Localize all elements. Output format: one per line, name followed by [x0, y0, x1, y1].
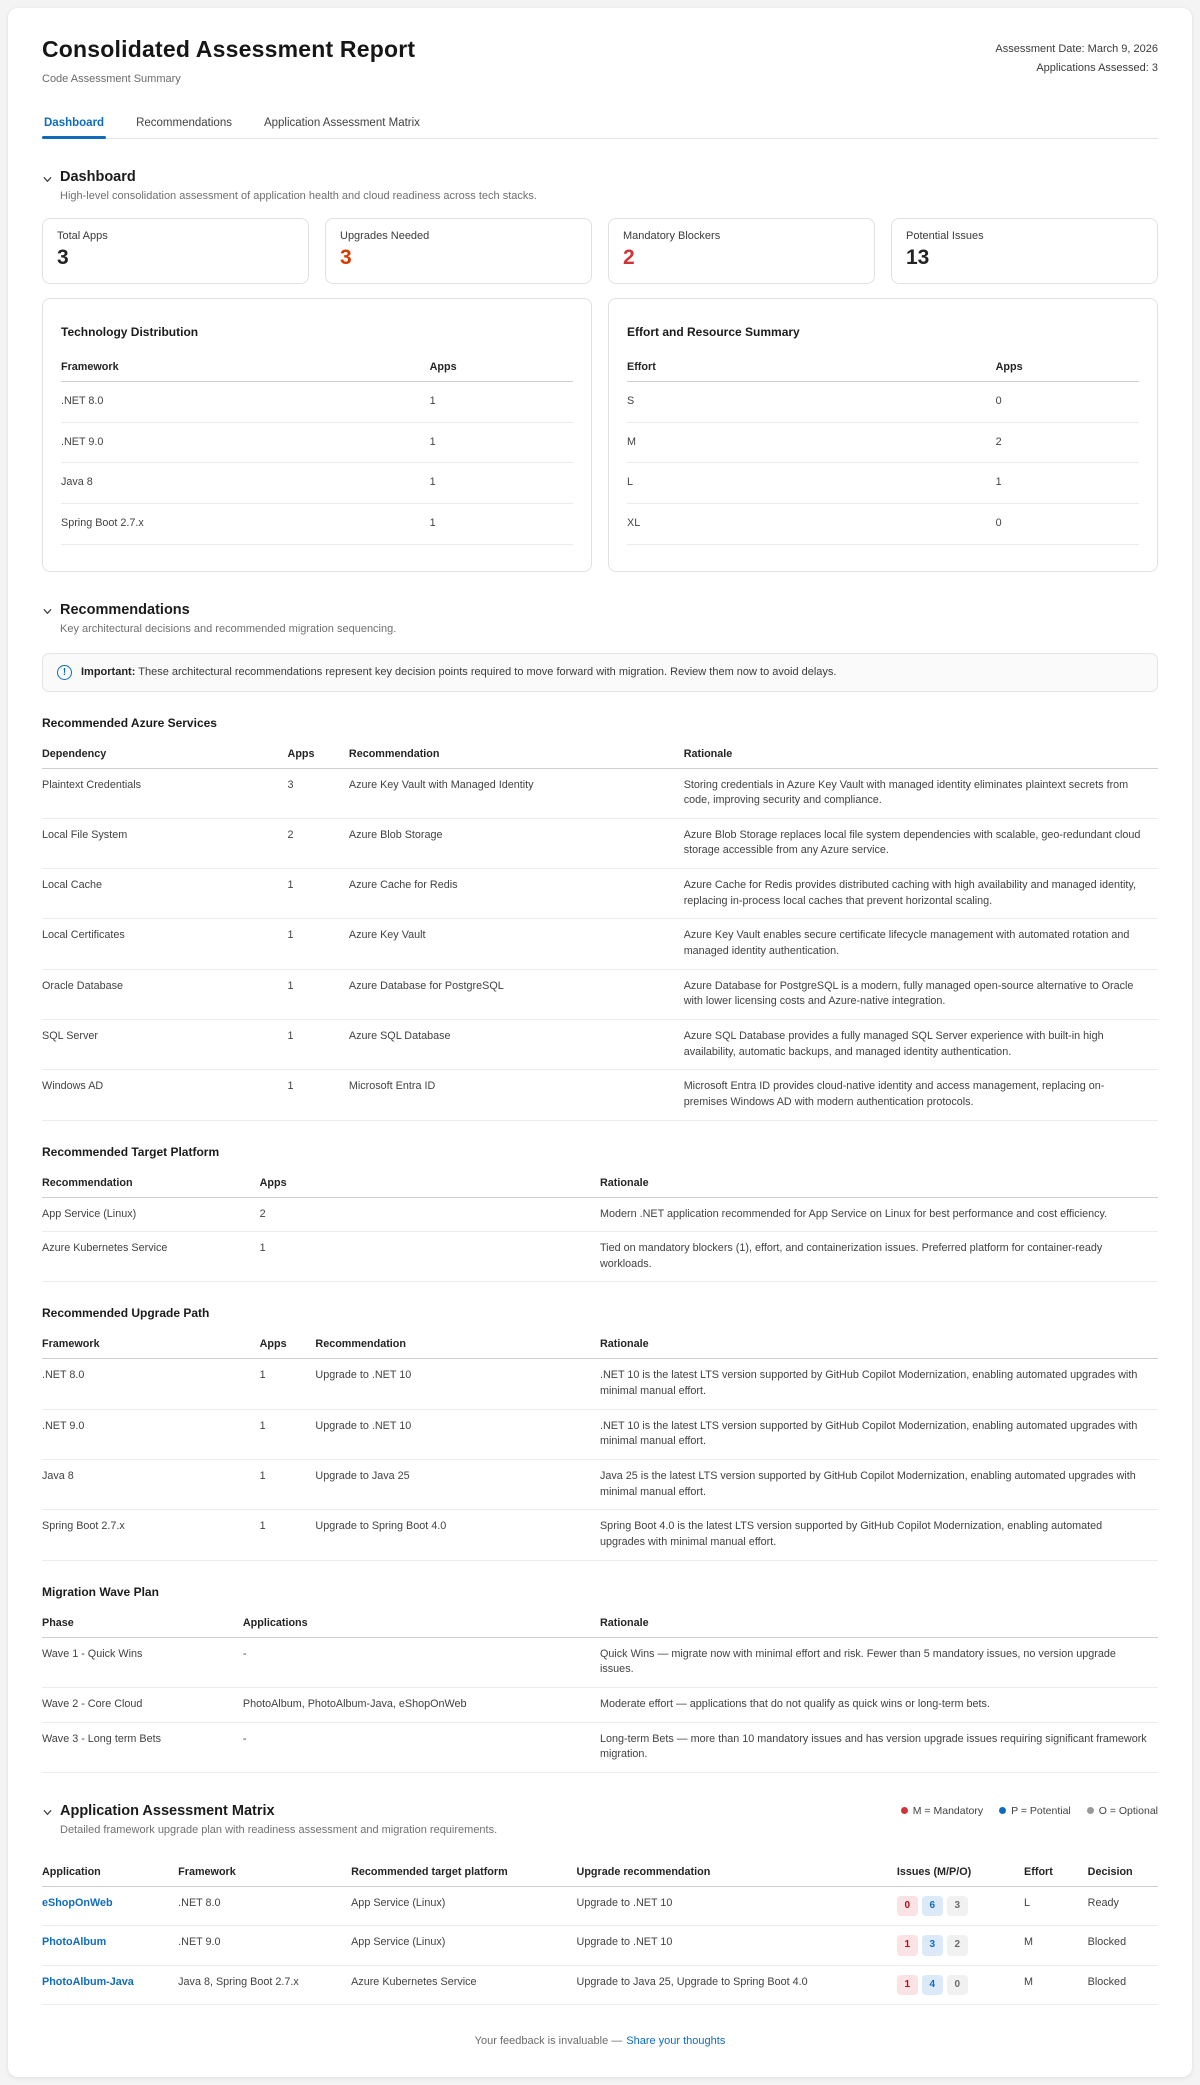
stat-card-upgrades-needed: [325, 218, 592, 284]
column-header: Effort: [1024, 1858, 1088, 1887]
table-row: [42, 1965, 1158, 2005]
mandatory-count-badge: 1: [897, 1975, 918, 1996]
recommendations-heading: Recommendations: [60, 601, 190, 618]
framework-cell: Spring Boot 2.7.x: [61, 503, 430, 544]
stat-card-mandatory-blockers: [608, 218, 875, 284]
table-row: [627, 463, 1139, 504]
effort-cell: M: [1024, 1965, 1088, 2005]
azure-services-title: Recommended Azure Services: [42, 715, 217, 730]
effort-cell: M: [627, 422, 996, 463]
legend-mandatory: [901, 1805, 983, 1817]
rationale-cell: Moderate effort — applications that do not qualify as quick wins or long-term bets.: [600, 1687, 1158, 1722]
rationale-cell: Azure SQL Database provides a fully managed SQL Server experience with built-in high availability, automatic backups, and managed identity authentication.: [684, 1019, 1158, 1069]
table-row: [61, 503, 573, 544]
phase-cell: Wave 3 - Long term Bets: [42, 1722, 243, 1772]
decision-cell: Blocked: [1088, 1965, 1158, 2005]
potential-count-badge: 4: [922, 1975, 943, 1996]
tab-dashboard[interactable]: Dashboard: [42, 109, 106, 138]
technology-distribution-panel: [42, 298, 592, 572]
effort-cell: XL: [627, 503, 996, 544]
stat-value: 2: [623, 246, 635, 269]
column-header: Phase: [42, 1609, 243, 1638]
table-row: [42, 1687, 1158, 1722]
framework-cell: .NET 9.0: [61, 422, 430, 463]
apps-cell: 1: [430, 422, 573, 463]
rationale-cell: Azure Cache for Redis provides distributed caching with high availability and managed identity, replacing in-process local caches that prevent horizontal scaling.: [684, 869, 1158, 919]
column-header: Dependency: [42, 740, 288, 769]
banner-message: These architectural recommendations represent key decision points required to move forward with migration. Review them now to avoid delays.: [138, 666, 837, 679]
issues-cell: [897, 1926, 1024, 1966]
panel-title: Technology Distribution: [61, 325, 199, 339]
rationale-cell: Azure Database for PostgreSQL is a modern, fully managed open-source alternative to Oracle with lower licensing costs and Azure-native integration.: [684, 969, 1158, 1019]
important-banner: [42, 653, 1158, 692]
column-header: Apps: [260, 1330, 316, 1359]
panel-title: Effort and Resource Summary: [627, 325, 800, 339]
rationale-cell: Azure Blob Storage replaces local file system dependencies with scalable, geo-redundant cloud storage accessible from any Azure service.: [684, 818, 1158, 868]
tab-recommendations[interactable]: Recommendations: [136, 117, 232, 129]
column-header: Apps: [430, 353, 573, 382]
table-row: [627, 422, 1139, 463]
upgrade-cell: Upgrade to Java 25, Upgrade to Spring Boot 4.0: [577, 1965, 897, 2005]
stat-label: Mandatory Blockers: [623, 230, 721, 242]
table-row: [42, 969, 1158, 1019]
recommendation-cell: Upgrade to .NET 10: [315, 1359, 600, 1409]
rationale-cell: Azure Key Vault enables secure certificate lifecycle management with automated rotation and managed identity authentication.: [684, 919, 1158, 969]
effort-cell: L: [1024, 1886, 1088, 1926]
stat-card-potential-issues: [891, 218, 1158, 284]
apps-cell: 1: [288, 869, 349, 919]
wave-plan-table: [42, 1609, 1158, 1773]
dependency-cell: Local Cache: [42, 869, 288, 919]
tab-application-assessment-matrix[interactable]: Application Assessment Matrix: [263, 117, 420, 129]
dependency-cell: Windows AD: [42, 1070, 288, 1120]
table-row: [42, 1722, 1158, 1772]
recommendation-cell: Microsoft Entra ID: [349, 1070, 684, 1120]
framework-cell: .NET 8.0: [178, 1886, 351, 1926]
chevron-down-icon[interactable]: [42, 606, 53, 617]
platform-cell: App Service (Linux): [351, 1926, 576, 1966]
dashboard-heading: Dashboard: [60, 169, 136, 185]
phase-cell: Wave 2 - Core Cloud: [42, 1687, 243, 1722]
recommendation-cell: Azure Cache for Redis: [349, 869, 684, 919]
stat-label: Potential Issues: [906, 230, 984, 242]
recommendation-cell: Upgrade to Java 25: [315, 1460, 600, 1510]
optional-count-badge: 0: [947, 1975, 968, 1996]
applications-assessed: Applications Assessed: 3: [1036, 61, 1158, 74]
stat-card-total-apps: [42, 218, 309, 284]
apps-cell: 1: [430, 503, 573, 544]
framework-cell: .NET 8.0: [61, 382, 430, 423]
rationale-cell: Tied on mandatory blockers (1), effort, and containerization issues. Preferred platform for container-ready workloads.: [600, 1232, 1158, 1282]
mandatory-dot-icon: [901, 1807, 908, 1814]
report-header: [42, 36, 1158, 85]
assessment-matrix-table: [42, 1858, 1158, 2006]
apps-cell: 2: [288, 818, 349, 868]
table-row: [42, 1359, 1158, 1409]
table-row: [61, 382, 573, 423]
upgrade-path-title: Recommended Upgrade Path: [42, 1306, 210, 1321]
wave-plan-title: Migration Wave Plan: [42, 1584, 159, 1599]
apps-cell: 1: [996, 463, 1139, 504]
column-header: Recommendation: [315, 1330, 600, 1359]
issues-cell: [897, 1965, 1024, 2005]
table-row: [42, 1926, 1158, 1966]
apps-cell: 1: [260, 1510, 316, 1560]
stat-value: 3: [57, 246, 69, 269]
effort-cell: M: [1024, 1926, 1088, 1966]
table-row: [627, 503, 1139, 544]
recommendation-cell: Azure Key Vault with Managed Identity: [349, 768, 684, 818]
info-icon: [57, 665, 72, 680]
apps-cell: 1: [288, 1070, 349, 1120]
table-row: [61, 463, 573, 504]
apps-cell: 0: [996, 382, 1139, 423]
apps-cell: 1: [260, 1232, 600, 1282]
issues-cell: [897, 1886, 1024, 1926]
mandatory-count-badge: 0: [897, 1896, 918, 1917]
rationale-cell: Java 25 is the latest LTS version supported by GitHub Copilot Modernization, enabling automated upgrades with minimal manual effort.: [600, 1460, 1158, 1510]
effort-cell: L: [627, 463, 996, 504]
rationale-cell: .NET 10 is the latest LTS version supported by GitHub Copilot Modernization, enabling automated upgrades with minimal manual effort.: [600, 1409, 1158, 1459]
column-header: Rationale: [600, 1609, 1158, 1638]
apps-cell: 3: [288, 768, 349, 818]
column-header: Recommendation: [42, 1169, 260, 1198]
column-header: Rationale: [600, 1169, 1158, 1198]
framework-cell: .NET 9.0: [178, 1926, 351, 1966]
table-row: [42, 1232, 1158, 1282]
apps-cell: 1: [430, 463, 573, 504]
banner-text: [81, 666, 836, 678]
feedback-text: Your feedback is invaluable —: [474, 2035, 623, 2048]
recommendation-cell: Upgrade to Spring Boot 4.0: [315, 1510, 600, 1560]
column-header: Rationale: [600, 1330, 1158, 1359]
dependency-cell: Plaintext Credentials: [42, 768, 288, 818]
table-row: [42, 1070, 1158, 1120]
page-subtitle: Code Assessment Summary: [42, 73, 181, 85]
dependency-cell: Local Certificates: [42, 919, 288, 969]
platform-cell: App Service (Linux): [351, 1886, 576, 1926]
table-row: [42, 1197, 1158, 1232]
phase-cell: Wave 1 - Quick Wins: [42, 1637, 243, 1687]
application-link[interactable]: PhotoAlbum: [42, 1936, 107, 1949]
feedback-footer: [42, 2035, 1158, 2047]
table-row: [42, 768, 1158, 818]
recommendations-description: Key architectural decisions and recommended migration sequencing.: [60, 622, 397, 635]
dashboard-section: [42, 169, 1158, 572]
recommendation-cell: Upgrade to .NET 10: [315, 1409, 600, 1459]
upgrade-cell: Upgrade to .NET 10: [577, 1886, 897, 1926]
legend-label: O = Optional: [1098, 1804, 1158, 1817]
column-header: Apps: [996, 353, 1139, 382]
page-title: Consolidated Assessment Report: [42, 36, 416, 62]
table-row: [42, 869, 1158, 919]
dependency-cell: Oracle Database: [42, 969, 288, 1019]
applications-cell: -: [243, 1637, 600, 1687]
recommendation-cell: App Service (Linux): [42, 1197, 260, 1232]
summary-panels: [42, 298, 1158, 572]
apps-cell: 1: [260, 1409, 316, 1459]
recommendation-cell: Azure Kubernetes Service: [42, 1232, 260, 1282]
rationale-cell: Storing credentials in Azure Key Vault with managed identity eliminates plaintext secrets from code, improving security and compliance.: [684, 768, 1158, 818]
decision-cell: Blocked: [1088, 1926, 1158, 1966]
column-header: Applications: [243, 1609, 600, 1638]
column-header: Framework: [61, 353, 430, 382]
legend-label: M = Mandatory: [912, 1804, 984, 1817]
recommendation-cell: Azure Database for PostgreSQL: [349, 969, 684, 1019]
rationale-cell: Long-term Bets — more than 10 mandatory issues and has version upgrade issues requiring significant framework migration.: [600, 1722, 1158, 1772]
recommendation-cell: Azure Blob Storage: [349, 818, 684, 868]
header-meta: [995, 36, 1158, 77]
column-header: Recommended target platform: [351, 1858, 576, 1887]
column-header: Apps: [288, 740, 349, 769]
table-row: [627, 382, 1139, 423]
optional-dot-icon: [1087, 1807, 1094, 1814]
tab-bar: [42, 109, 1158, 139]
column-header: Upgrade recommendation: [577, 1858, 897, 1887]
rationale-cell: Microsoft Entra ID provides cloud-native identity and access management, replacing on-premises Windows AD with modern authentication protocols.: [684, 1070, 1158, 1120]
recommendations-section: [42, 602, 1158, 1773]
mandatory-count-badge: 1: [897, 1935, 918, 1956]
table-row: [42, 1409, 1158, 1459]
column-header: Application: [42, 1858, 178, 1887]
share-thoughts-link[interactable]: Share your thoughts: [626, 2035, 726, 2048]
stat-label: Total Apps: [57, 230, 108, 242]
upgrade-path-table: [42, 1330, 1158, 1560]
stat-cards: [42, 218, 1158, 284]
dependency-cell: SQL Server: [42, 1019, 288, 1069]
table-row: [42, 1886, 1158, 1926]
stat-label: Upgrades Needed: [340, 230, 430, 242]
legend-label: P = Potential: [1011, 1804, 1071, 1817]
apps-cell: 1: [288, 969, 349, 1019]
effort-cell: S: [627, 382, 996, 423]
apps-cell: 1: [288, 919, 349, 969]
legend-potential: [999, 1805, 1071, 1817]
chevron-down-icon[interactable]: [42, 174, 53, 185]
stat-value: 13: [906, 246, 930, 269]
potential-dot-icon: [999, 1807, 1006, 1814]
column-header: Framework: [42, 1330, 260, 1359]
rationale-cell: .NET 10 is the latest LTS version supported by GitHub Copilot Modernization, enabling automated upgrades with minimal manual effort.: [600, 1359, 1158, 1409]
column-header: Effort: [627, 353, 996, 382]
optional-count-badge: 3: [947, 1896, 968, 1917]
dashboard-description: High-level consolidation assessment of application health and cloud readiness across tech stacks.: [60, 190, 537, 202]
table-row: [42, 818, 1158, 868]
title-block: [42, 36, 415, 85]
issues-legend: [901, 1805, 1158, 1817]
matrix-section: [42, 1803, 1158, 2006]
table-row: [42, 1637, 1158, 1687]
decision-cell: Ready: [1088, 1886, 1158, 1926]
framework-cell: Java 8, Spring Boot 2.7.x: [178, 1965, 351, 2005]
banner-label: Important:: [81, 666, 136, 679]
application-link[interactable]: PhotoAlbum-Java: [42, 1975, 134, 1988]
framework-cell: Java 8: [42, 1460, 260, 1510]
apps-cell: 1: [288, 1019, 349, 1069]
target-platform-table: [42, 1169, 1158, 1283]
azure-services-table: [42, 740, 1158, 1121]
table-row: [42, 919, 1158, 969]
assessment-date: Assessment Date: March 9, 2026: [995, 43, 1158, 55]
apps-cell: 1: [430, 382, 573, 423]
optional-count-badge: 2: [947, 1935, 968, 1956]
table-row: [42, 1019, 1158, 1069]
apps-cell: 1: [260, 1359, 316, 1409]
legend-optional: [1087, 1805, 1158, 1817]
column-header: Issues (M/P/O): [897, 1858, 1024, 1887]
platform-cell: Azure Kubernetes Service: [351, 1965, 576, 2005]
framework-cell: Spring Boot 2.7.x: [42, 1510, 260, 1560]
stat-value: 3: [340, 246, 352, 269]
potential-count-badge: 3: [922, 1935, 943, 1956]
target-platform-title: Recommended Target Platform: [42, 1144, 220, 1159]
chevron-down-icon[interactable]: [42, 1807, 53, 1818]
column-header: Apps: [260, 1169, 600, 1198]
applications-cell: -: [243, 1722, 600, 1772]
rationale-cell: Quick Wins — migrate now with minimal effort and risk. Fewer than 5 mandatory issues, no version upgrade issues.: [600, 1637, 1158, 1687]
dependency-cell: Local File System: [42, 818, 288, 868]
upgrade-cell: Upgrade to .NET 10: [577, 1926, 897, 1966]
rationale-cell: Modern .NET application recommended for App Service on Linux for best performance and cost efficiency.: [600, 1197, 1158, 1232]
column-header: Rationale: [684, 740, 1158, 769]
table-row: [61, 422, 573, 463]
effort-summary-table: [627, 353, 1139, 545]
apps-cell: 2: [260, 1197, 600, 1232]
effort-summary-panel: [608, 298, 1158, 572]
recommendation-cell: Azure SQL Database: [349, 1019, 684, 1069]
rationale-cell: Spring Boot 4.0 is the latest LTS version supported by GitHub Copilot Modernization, enabling automated upgrades with minimal manual effort.: [600, 1510, 1158, 1560]
framework-cell: Java 8: [61, 463, 430, 504]
framework-cell: .NET 9.0: [42, 1409, 260, 1459]
application-link[interactable]: eShopOnWeb: [42, 1896, 113, 1909]
potential-count-badge: 6: [922, 1896, 943, 1917]
report-card: [8, 8, 1192, 2077]
column-header: Decision: [1088, 1858, 1158, 1887]
matrix-heading: Application Assessment Matrix: [60, 1802, 275, 1819]
technology-distribution-table: [61, 353, 573, 545]
apps-cell: 1: [260, 1460, 316, 1510]
apps-cell: 0: [996, 503, 1139, 544]
column-header: Framework: [178, 1858, 351, 1887]
column-header: Recommendation: [349, 740, 684, 769]
table-row: [42, 1460, 1158, 1510]
framework-cell: .NET 8.0: [42, 1359, 260, 1409]
applications-cell: PhotoAlbum, PhotoAlbum-Java, eShopOnWeb: [243, 1687, 600, 1722]
recommendation-cell: Azure Key Vault: [349, 919, 684, 969]
matrix-description: Detailed framework upgrade plan with readiness assessment and migration requirements.: [60, 1823, 498, 1836]
apps-cell: 2: [996, 422, 1139, 463]
table-row: [42, 1510, 1158, 1560]
